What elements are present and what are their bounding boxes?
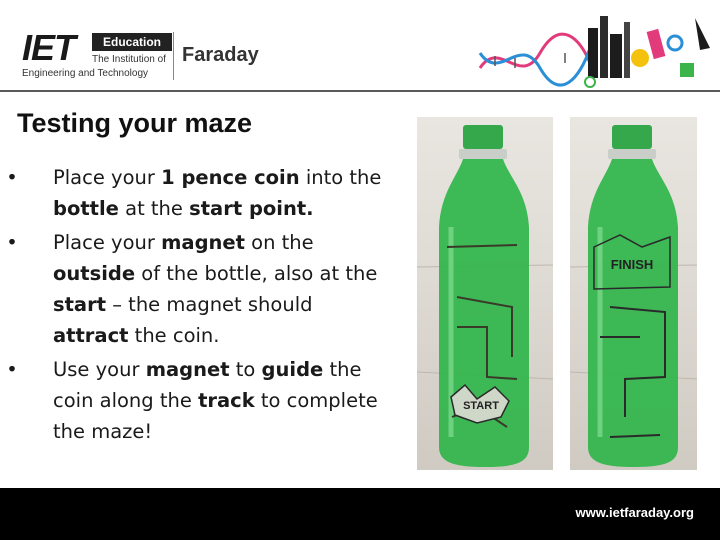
instruction-emphasis: magnet <box>145 358 230 381</box>
slide-title: Testing your maze <box>17 108 253 138</box>
header-divider <box>0 90 720 92</box>
instruction-text: – the magnet should <box>106 293 313 316</box>
instruction-emphasis: start point. <box>189 197 314 220</box>
bullet-marker: • <box>6 358 18 381</box>
instruction-text: of the bottle, also at the <box>135 262 378 285</box>
instruction-emphasis: bottle <box>53 197 119 220</box>
instruction-emphasis: guide <box>261 358 324 381</box>
instruction-emphasis: track <box>198 389 255 412</box>
iet-subtitle-line2: Engineering and Technology <box>22 68 149 79</box>
instruction-emphasis: start <box>53 293 107 316</box>
education-badge: Education <box>92 33 172 51</box>
faraday-brand: Faraday <box>182 44 259 66</box>
iet-subtitle-line1: The Institution of <box>92 54 166 65</box>
bullet-marker: • <box>6 166 18 189</box>
instruction-text: at the <box>118 197 190 220</box>
instruction-text: to complete the maze! <box>53 389 378 443</box>
iet-logo-mark: IET <box>22 27 76 68</box>
instruction-text: into the <box>299 166 382 189</box>
instruction-text: Place your <box>53 166 162 189</box>
footer-url-link[interactable]: www.ietfaraday.org <box>575 505 694 520</box>
instruction-item <box>6 162 390 224</box>
instruction-item <box>6 227 390 351</box>
science-collage-illustration <box>470 8 720 88</box>
instruction-item <box>6 354 390 447</box>
logo-divider <box>173 32 174 80</box>
instruction-text: Use your <box>53 358 146 381</box>
instruction-text: Place your <box>53 231 162 254</box>
bottle-finish-label: FINISH <box>610 257 654 272</box>
bottle-start-label: START <box>463 400 499 412</box>
slide-footer <box>0 488 720 540</box>
bottle-start-illustration <box>417 117 553 470</box>
instruction-text: the coin. <box>128 324 220 347</box>
photo-bottle-finish <box>570 117 697 470</box>
slide-header <box>0 0 720 92</box>
instruction-text: the coin along the <box>53 358 362 412</box>
bullet-marker: • <box>6 231 18 254</box>
instruction-text: on the <box>244 231 314 254</box>
instruction-emphasis: magnet <box>161 231 245 254</box>
bottle-finish-illustration <box>570 117 697 470</box>
instruction-emphasis: attract <box>53 324 129 347</box>
instruction-emphasis: outside <box>53 262 136 285</box>
photo-bottle-start <box>417 117 553 470</box>
instruction-list <box>6 162 390 450</box>
instruction-text: to <box>229 358 262 381</box>
instruction-emphasis: 1 pence coin <box>161 166 300 189</box>
